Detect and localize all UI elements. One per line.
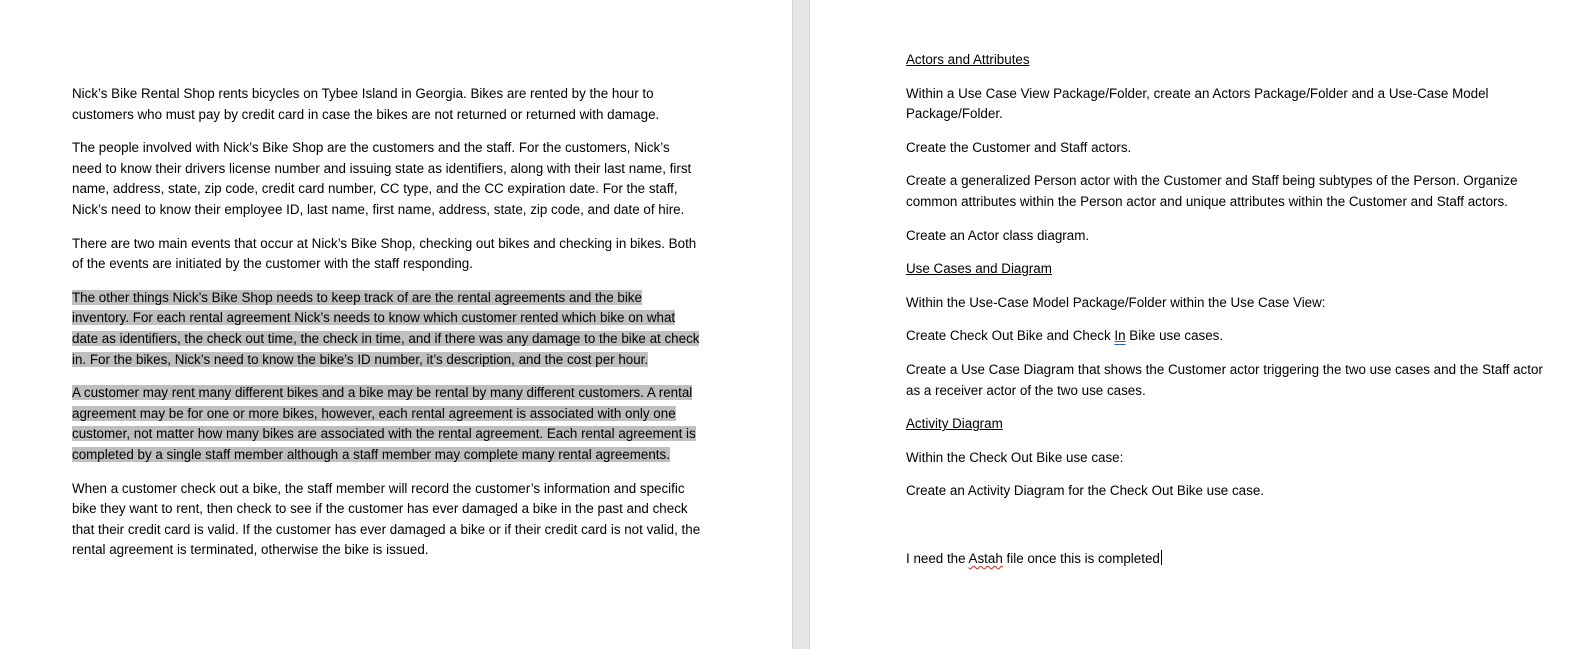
heading-actors-text: Actors and Attributes [906, 52, 1030, 67]
text-cursor [1161, 550, 1162, 565]
paragraph-actor-class-diagram-text: Create an Actor class diagram. [906, 227, 1090, 243]
paragraph-create-activity-diagram [906, 481, 1546, 502]
heading-actors-and-attributes [906, 50, 1546, 71]
paragraph-actors-package [906, 84, 1546, 125]
paragraph-astah-request [906, 549, 1546, 570]
paragraph-rental-agreements [72, 288, 702, 370]
selected-text-rental-agreements[interactable]: The other things Nick’s Bike Shop needs to keep track of are the rental agreements and the bike inventory. For each rental agreement Nick’s needs to know which customer rented which bike on what date as identifiers, the check out time, the check in time, and if there was any damage to the bike at check in. For the bikes, Nick’s need to know the bike’s ID number, it’s description, and the cost per hour. [72, 289, 700, 367]
paragraph-events-text: There are two main events that occur at Nick’s Bike Shop, checking out bikes and checking in bikes. Both of the events are initiated by the customer with the staff responding. [72, 235, 697, 272]
paragraph-person-actor [906, 171, 1546, 212]
paragraph-check-out-use-case-text: Within the Check Out Bike use case: [906, 449, 1124, 465]
paragraph-use-case-diagram-text: Create a Use Case Diagram that shows the Customer actor triggering the two use cases and the Staff actor as a receiver actor of the two use cases. [906, 361, 1543, 398]
paragraph-astah-after: file once this is completed [1002, 550, 1160, 566]
heading-use-cases-text: Use Cases and Diagram [906, 261, 1052, 277]
paragraph-use-case-diagram [906, 360, 1546, 401]
page-left[interactable] [0, 0, 792, 649]
heading-use-cases-and-diagram [906, 259, 1546, 280]
paragraph-use-case-model-text: Within the Use-Case Model Package/Folder within the Use Case View: [906, 294, 1326, 310]
paragraph-events [72, 234, 702, 275]
page-gutter [792, 0, 810, 649]
paragraph-create-activity-diagram-text: Create an Activity Diagram for the Check Out Bike use case. [906, 483, 1264, 499]
selected-text-relationships[interactable]: A customer may rent many different bikes and a bike may be rental by many different customers. A rental agreement may be for one or more bikes, however, each rental agreement is associated with only one customer, not matter how many bikes are associated with the rental agreement. Each rental agreement is completed by a single staff member although a staff member may complete many rental agreements. [72, 385, 696, 462]
paragraph-intro-text: Nick’s Bike Rental Shop rents bicycles on Tybee Island in Georgia. Bikes are rented by the hour to customers who must pay by credit card in case the bikes are not returned or returned with damage. [72, 86, 660, 122]
paragraph-create-actors-text: Create the Customer and Staff actors. [906, 139, 1132, 155]
spelling-flag-astah[interactable]: Astah [968, 550, 1003, 566]
paragraph-create-use-cases-after: Bike use cases. [1125, 328, 1224, 344]
paragraph-people-text: The people involved with Nick’s Bike Shop are the customers and the staff. For the customers, Nick’s need to know their drivers license number and issuing state as identifiers, along with their last name, first name, address, state, zip code, credit card number, CC type, and the CC expiration date. For the staff, Nick’s need to know their employee ID, last name, first name, address, state, zip code, and date of hire. [72, 140, 692, 217]
paragraph-people [72, 138, 702, 220]
paragraph-relationships [72, 383, 702, 465]
paragraph-actors-package-text: Within a Use Case View Package/Folder, create an Actors Package/Folder and a Use-Case Model Package/Folder. [906, 85, 1489, 122]
paragraph-actor-class-diagram [906, 226, 1546, 247]
paragraph-astah-before: I need the [906, 550, 969, 566]
paragraph-check-out-use-case [906, 448, 1546, 469]
page-right[interactable] [810, 0, 1590, 649]
heading-activity-diagram [906, 414, 1546, 435]
paragraph-use-case-model [906, 293, 1546, 314]
empty-paragraph-spacer [906, 515, 1590, 549]
paragraph-create-actors [906, 138, 1546, 159]
grammar-flag-in[interactable]: In [1114, 328, 1126, 344]
paragraph-checkout-process [72, 479, 702, 561]
paragraph-checkout-process-text: When a customer check out a bike, the staff member will record the customer’s information and specific bike they want to rent, then check to see if the customer has ever damaged a bike in the past and check that their credit card is valid. If the customer has ever damaged a bike or if their credit card is not valid, the rental agreement is terminated, otherwise the bike is issued. [72, 480, 701, 558]
paragraph-intro [72, 84, 702, 125]
paragraph-person-actor-text: Create a generalized Person actor with the Customer and Staff being subtypes of the Person. Organize common attributes within the Person actor and unique attributes within the Customer and Staff actors. [906, 173, 1518, 209]
heading-activity-text: Activity Diagram [906, 416, 1003, 432]
paragraph-create-use-cases [906, 326, 1546, 347]
paragraph-create-use-cases-before: Create Check Out Bike and Check [906, 328, 1115, 344]
